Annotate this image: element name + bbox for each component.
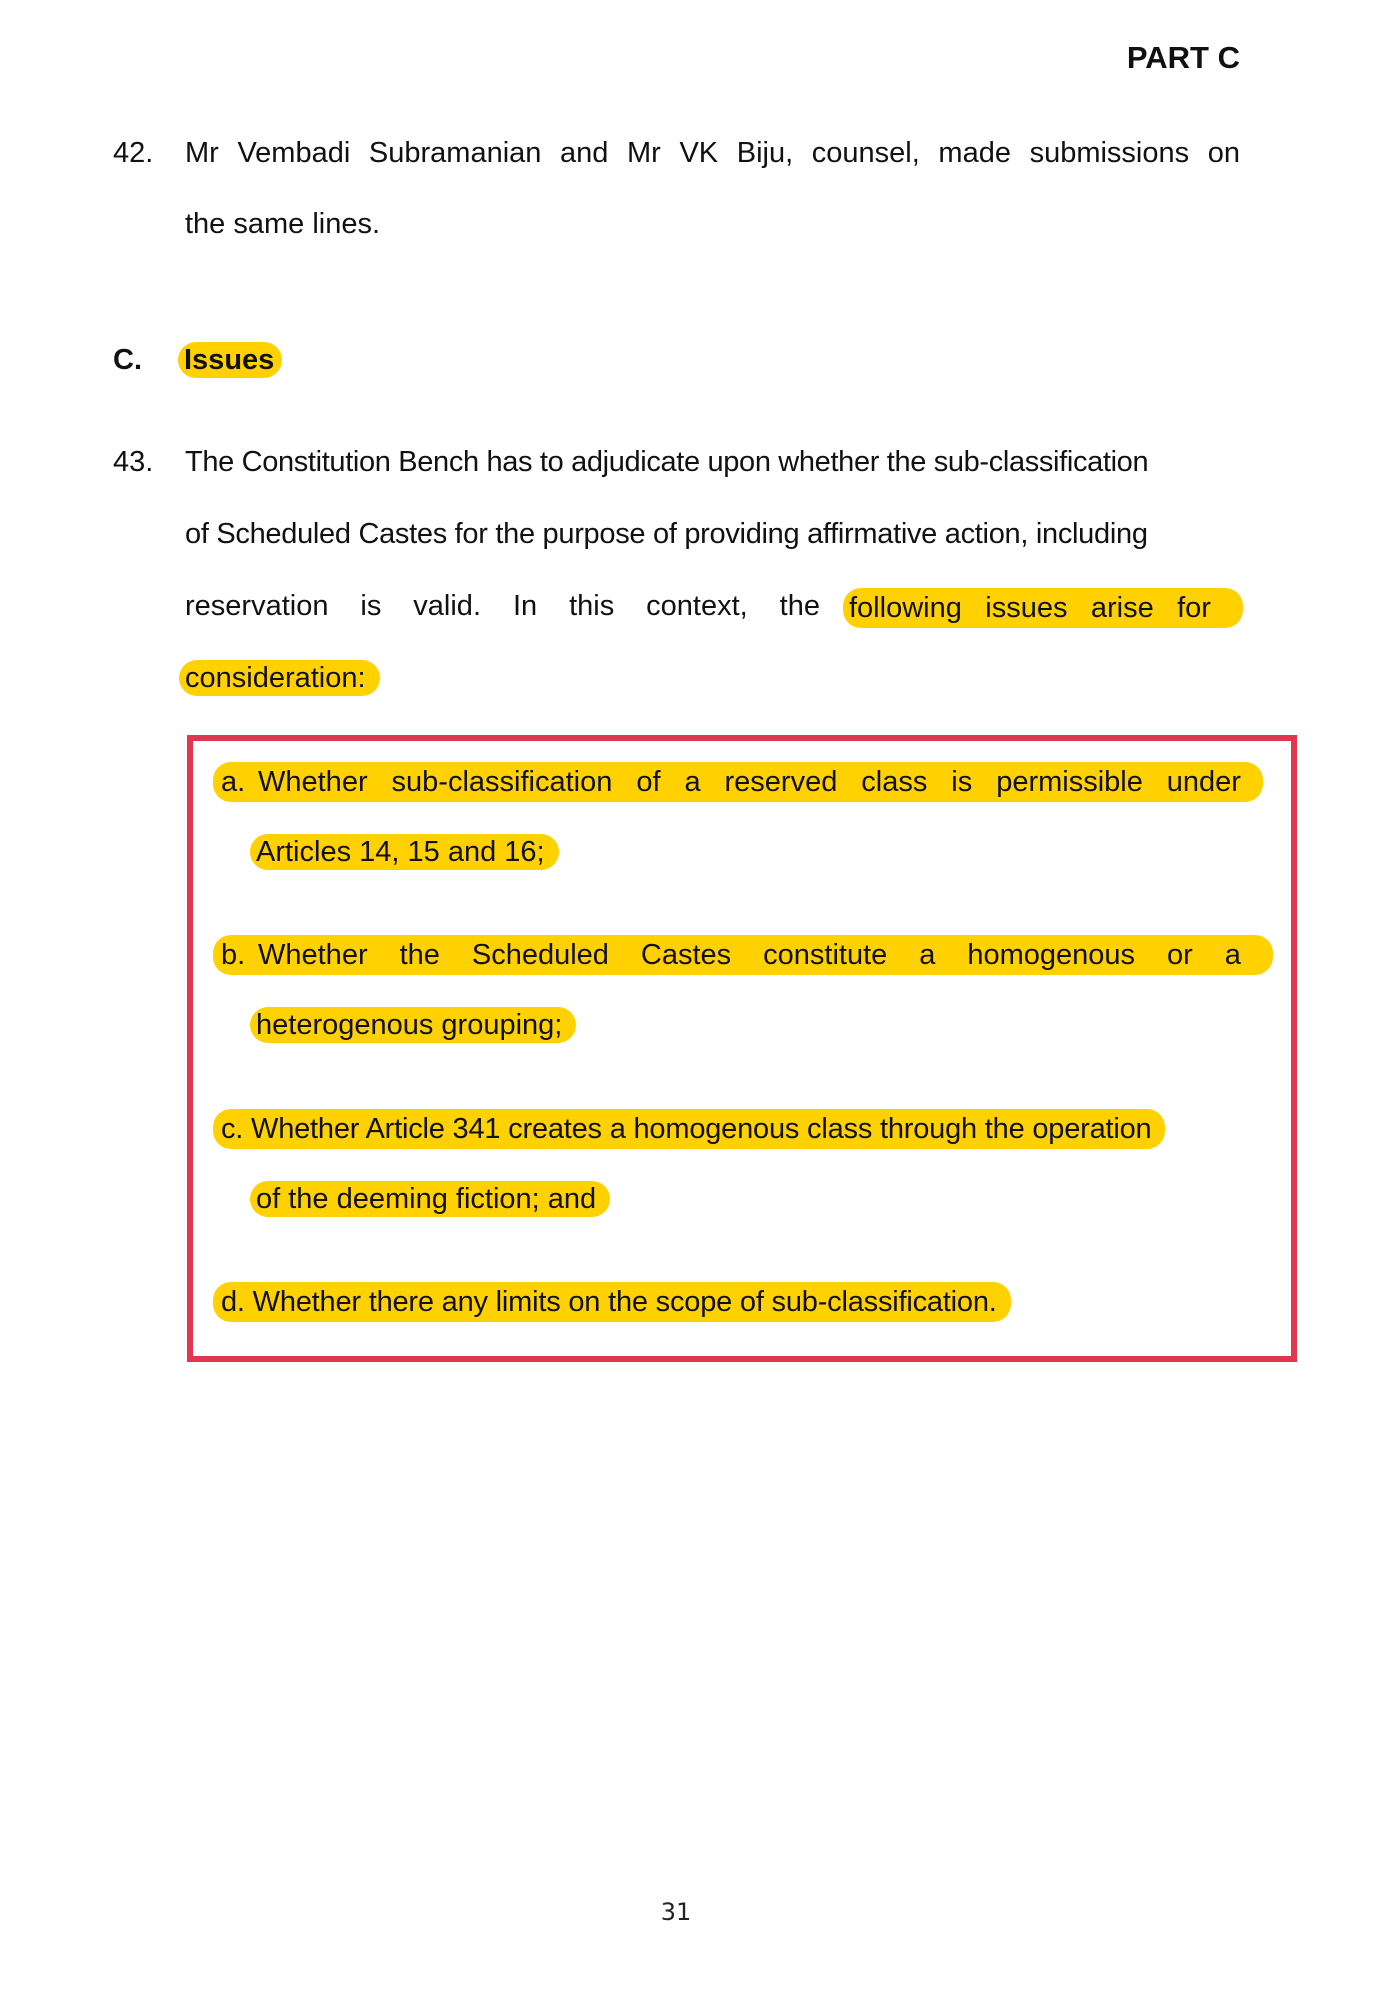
issue-item-b-line-1	[213, 935, 1273, 975]
word: of	[636, 766, 661, 798]
word: submissions	[1029, 137, 1190, 169]
word: and	[560, 137, 609, 169]
word: context,	[646, 590, 748, 622]
paragraph-43-line-3	[185, 588, 1275, 628]
word: a	[919, 939, 936, 971]
word: Mr	[185, 137, 219, 169]
section-letter: C.	[113, 344, 142, 376]
word: the	[779, 590, 820, 622]
word: sub-classification	[391, 766, 613, 798]
issue-item-c-continuation: of the deeming fiction; and	[250, 1181, 610, 1217]
word: Castes	[640, 939, 732, 971]
section-title	[184, 342, 282, 378]
issue-item-c-line-2	[256, 1181, 610, 1217]
issue-item-d-line-1	[213, 1282, 1011, 1322]
issue-item-a-continuation: Articles 14, 15 and 16;	[250, 834, 559, 870]
word: on	[1207, 137, 1240, 169]
word: is	[951, 766, 973, 798]
paragraph-42-line-1	[185, 135, 1240, 171]
issue-marker-a: a.	[221, 766, 246, 798]
word: a	[1224, 939, 1241, 971]
word: Scheduled	[471, 939, 609, 971]
word: for	[1177, 592, 1211, 624]
page-number: 31	[660, 1898, 692, 1926]
word: is	[360, 590, 382, 622]
word: the	[399, 939, 440, 971]
issues-annotation-box	[187, 735, 1297, 1362]
word: Mr	[627, 137, 661, 169]
word: VK	[679, 137, 719, 169]
paragraph-43-line-1: The Constitution Bench has to adjudicate upon whether the sub-classification	[185, 446, 1149, 478]
word: Vembadi	[237, 137, 351, 169]
paragraph-43-number: 43.	[113, 446, 154, 478]
word: homogenous	[967, 939, 1136, 971]
issue-item-a-line-2	[256, 834, 559, 870]
word: issues	[985, 592, 1068, 624]
word: arise	[1090, 592, 1154, 624]
word: under	[1166, 766, 1241, 798]
paragraph-43-line-4	[185, 660, 380, 696]
word: valid.	[413, 590, 481, 622]
word: counsel,	[811, 137, 920, 169]
word: or	[1167, 939, 1193, 971]
issue-item-a-line-1	[213, 762, 1263, 802]
word: Subramanian	[368, 137, 542, 169]
highlight-consideration: consideration:	[179, 660, 380, 696]
word: reservation	[185, 590, 329, 622]
word: a	[684, 766, 701, 798]
word: class	[861, 766, 928, 798]
issue-item-b-continuation: heterogenous grouping;	[250, 1007, 576, 1043]
issue-marker-b: b.	[221, 939, 246, 971]
word: Whether	[258, 766, 368, 798]
word: made	[938, 137, 1011, 169]
word: constitute	[763, 939, 888, 971]
issue-marker-c: c.	[221, 1113, 244, 1145]
word: this	[569, 590, 615, 622]
word: Whether	[258, 939, 368, 971]
highlight-following-issues	[843, 588, 1243, 628]
paragraph-42-number: 42.	[113, 137, 154, 169]
word: Biju,	[736, 137, 794, 169]
word: reserved	[724, 766, 838, 798]
part-label: PART C	[1126, 40, 1240, 75]
issue-item-c-text: Whether Article 341 creates a homogenous class through the operation	[251, 1113, 1152, 1145]
word: following	[849, 592, 962, 624]
word: In	[512, 590, 538, 622]
paragraph-43-line-2: of Scheduled Castes for the purpose of providing affirmative action, including	[185, 518, 1148, 550]
section-title-text: Issues	[178, 342, 282, 378]
issue-item-d-text: Whether there any limits on the scope of sub-classification.	[252, 1286, 997, 1318]
paragraph-42-line-2: the same lines.	[185, 208, 381, 240]
issue-item-c-line-1	[213, 1109, 1165, 1149]
issue-marker-d: d.	[221, 1286, 245, 1318]
word: permissible	[996, 766, 1143, 798]
issue-item-b-line-2	[256, 1007, 576, 1043]
